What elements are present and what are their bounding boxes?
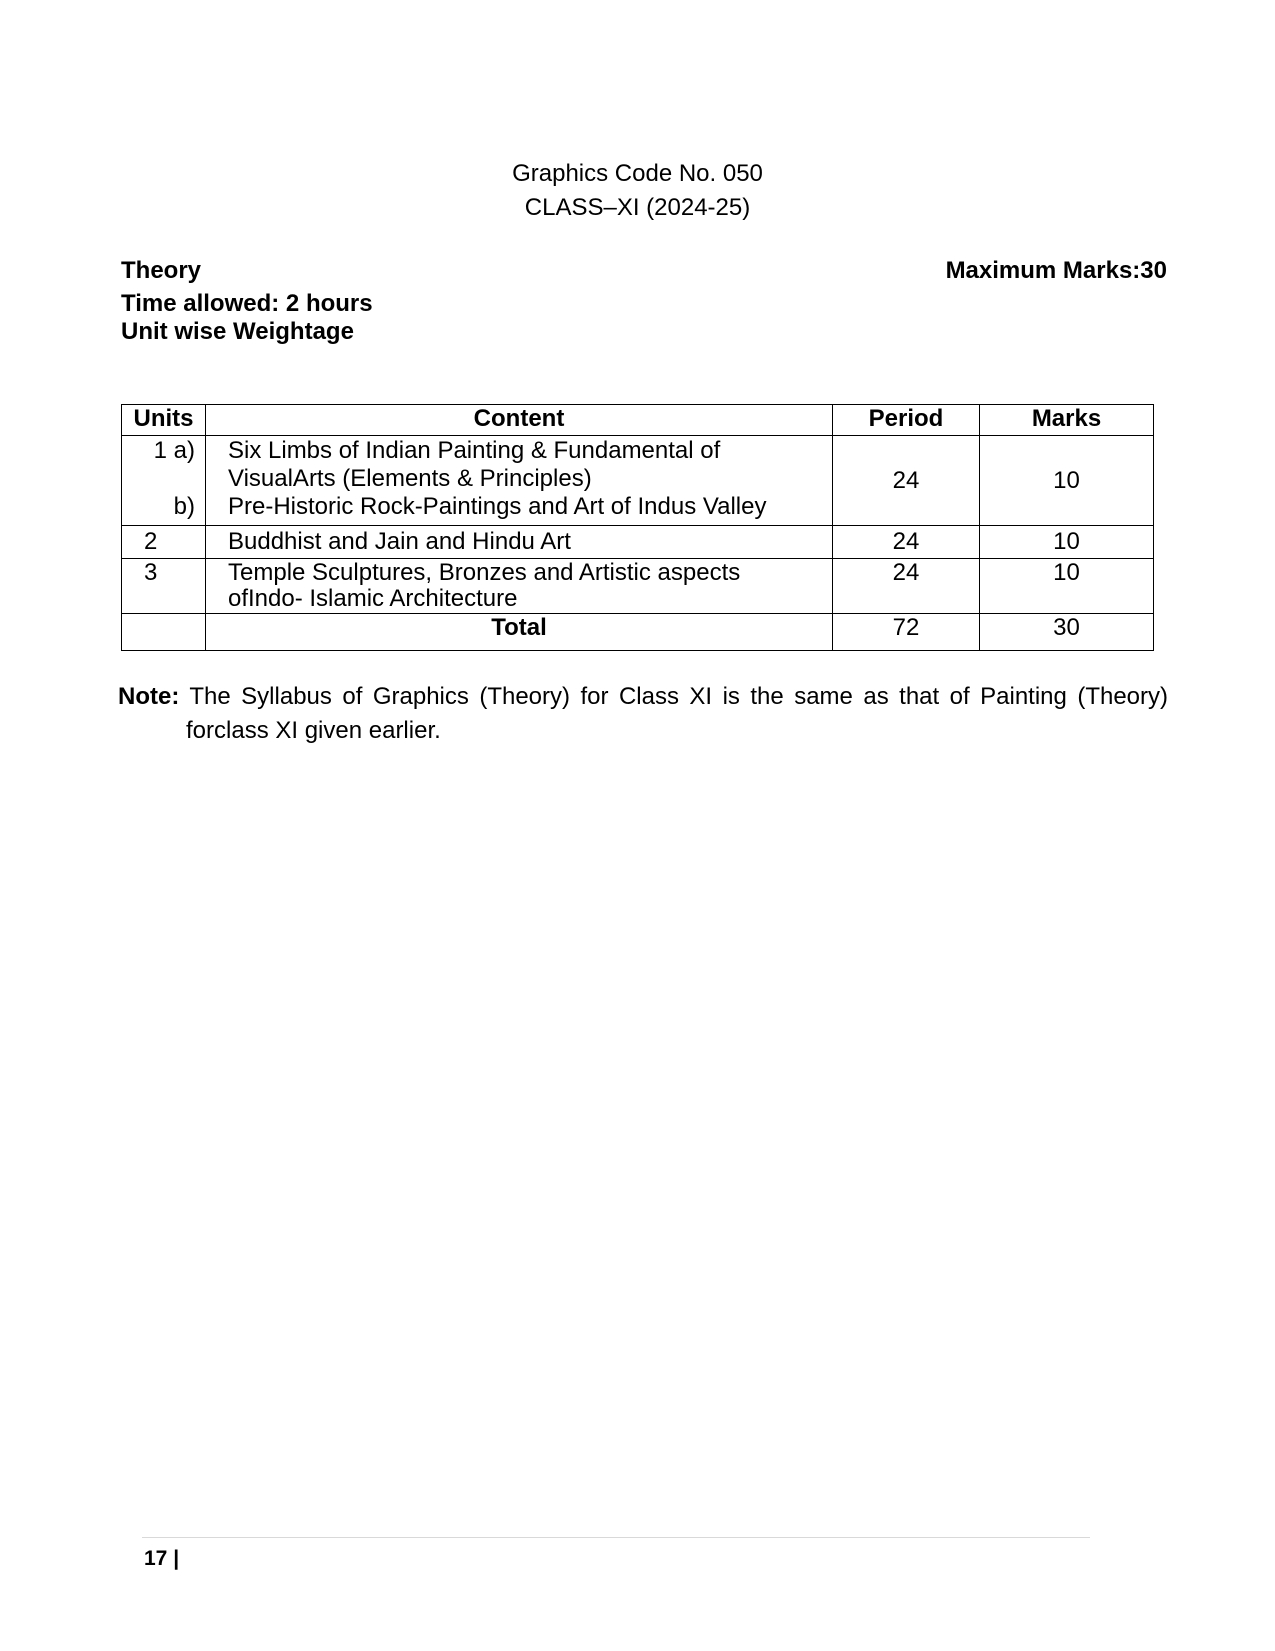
unit-weightage-label: Unit wise Weightage: [121, 318, 354, 345]
content-3-line2: ofIndo- Islamic Architecture: [228, 585, 518, 612]
weightage-table: [121, 404, 1154, 651]
content-cell: [206, 436, 833, 526]
page-number: 17 |: [144, 1547, 180, 1570]
header-content: Content: [206, 405, 833, 436]
total-period: 72: [833, 614, 980, 651]
header-units: Units: [122, 405, 206, 436]
note-text-line1: The Syllabus of Graphics (Theory) for Class XI is the same as that of Painting (Theory): [189, 683, 1169, 710]
table-row: [122, 436, 1154, 526]
content-cell: [206, 559, 833, 614]
period-cell: 24: [833, 436, 980, 526]
period-cell: 24: [833, 526, 980, 559]
content-3-line1: Temple Sculptures, Bronzes and Artistic aspects: [228, 559, 741, 586]
content-1a-line2: VisualArts (Elements & Principles): [228, 465, 592, 492]
note-text-line2: forclass XI given earlier.: [186, 717, 441, 744]
content-1a-line1: Six Limbs of Indian Painting & Fundamental of: [228, 437, 721, 464]
theory-label: Theory: [121, 257, 202, 284]
period-cell: 24: [833, 559, 980, 614]
note-label: Note:: [118, 683, 180, 710]
note-paragraph: [118, 680, 1168, 748]
time-allowed-label: Time allowed: 2 hours: [121, 290, 373, 317]
max-marks-label: Maximum Marks:30: [945, 257, 1167, 284]
marks-cell: 10: [980, 436, 1154, 526]
unit-cell: [122, 436, 206, 526]
table-row: [122, 559, 1154, 614]
unit-cell: 3: [122, 559, 206, 614]
footer-divider: [142, 1537, 1090, 1538]
unit-cell: 2: [122, 526, 206, 559]
content-1b: Pre-Historic Rock-Paintings and Art of Indus Valley: [228, 493, 767, 520]
total-unit-cell: [122, 614, 206, 651]
content-cell: Buddhist and Jain and Hindu Art: [206, 526, 833, 559]
unit-1a: 1 a): [153, 437, 195, 464]
header-period: Period: [833, 405, 980, 436]
marks-cell: 10: [980, 526, 1154, 559]
header-marks: Marks: [980, 405, 1154, 436]
table-header-row: [122, 405, 1154, 436]
table-total-row: [122, 614, 1154, 651]
total-marks: 30: [980, 614, 1154, 651]
unit-1b: b): [173, 493, 195, 520]
table-row: [122, 526, 1154, 559]
total-label: Total: [206, 614, 833, 651]
document-title: Graphics Code No. 050: [512, 160, 763, 187]
class-subtitle: CLASS–XI (2024-25): [524, 194, 751, 221]
marks-cell: 10: [980, 559, 1154, 614]
